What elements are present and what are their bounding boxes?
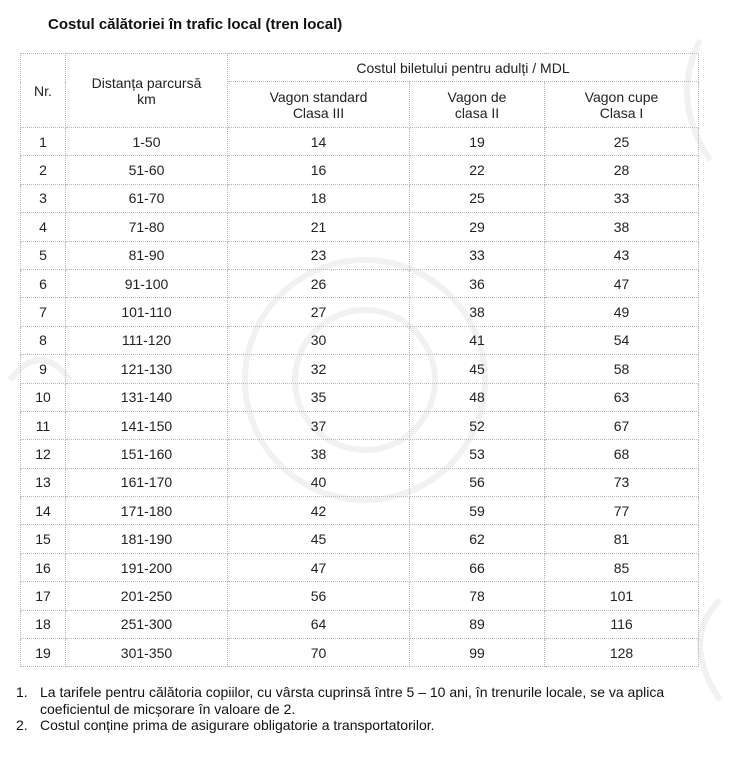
row-fare-class1: 47: [545, 269, 699, 297]
row-fare-class2: 36: [410, 269, 545, 297]
row-fare-standard: 14: [228, 128, 410, 156]
row-nr: 10: [21, 383, 66, 411]
row-nr: 7: [21, 298, 66, 326]
row-fare-class2: 22: [410, 156, 545, 184]
table-row: [21, 610, 699, 638]
footnotes: [16, 684, 728, 734]
table-row: [21, 383, 699, 411]
table-row: [21, 213, 699, 241]
row-distance: 191-200: [66, 553, 228, 581]
table-row: [21, 411, 699, 439]
row-distance: 101-110: [66, 298, 228, 326]
row-distance: 61-70: [66, 184, 228, 212]
row-fare-class1: 28: [545, 156, 699, 184]
row-fare-standard: 16: [228, 156, 410, 184]
row-distance: 51-60: [66, 156, 228, 184]
row-nr: 19: [21, 639, 66, 667]
row-nr: 6: [21, 269, 66, 297]
fare-table: [20, 53, 699, 667]
row-fare-standard: 21: [228, 213, 410, 241]
row-fare-class2: 33: [410, 241, 545, 269]
row-nr: 3: [21, 184, 66, 212]
row-fare-class1: 58: [545, 355, 699, 383]
row-fare-class1: 128: [545, 639, 699, 667]
row-fare-class1: 25: [545, 128, 699, 156]
table-row: [21, 440, 699, 468]
row-distance: 141-150: [66, 411, 228, 439]
row-fare-class1: 67: [545, 411, 699, 439]
table-row: [21, 497, 699, 525]
row-fare-class2: 45: [410, 355, 545, 383]
row-fare-standard: 38: [228, 440, 410, 468]
row-fare-standard: 42: [228, 497, 410, 525]
fare-table-container: [20, 53, 699, 667]
table-row: [21, 241, 699, 269]
table-row: [21, 128, 699, 156]
row-fare-standard: 32: [228, 355, 410, 383]
row-fare-standard: 40: [228, 468, 410, 496]
table-row: [21, 525, 699, 553]
row-fare-standard: 56: [228, 582, 410, 610]
page-title: Costul călătoriei în trafic local (tren local): [48, 16, 343, 33]
row-nr: 18: [21, 610, 66, 638]
row-distance: 91-100: [66, 269, 228, 297]
row-fare-class2: 53: [410, 440, 545, 468]
footnote-2: 2. Costul conține prima de asigurare obligatorie a transportatorilor.: [16, 717, 435, 733]
row-distance: 201-250: [66, 582, 228, 610]
row-fare-class1: 73: [545, 468, 699, 496]
row-fare-class1: 85: [545, 553, 699, 581]
row-distance: 111-120: [66, 326, 228, 354]
row-distance: 1-50: [66, 128, 228, 156]
row-fare-class1: 54: [545, 326, 699, 354]
header-nr: Nr.: [21, 54, 66, 128]
row-fare-class2: 41: [410, 326, 545, 354]
row-fare-standard: 30: [228, 326, 410, 354]
row-fare-class1: 49: [545, 298, 699, 326]
row-fare-class2: 25: [410, 184, 545, 212]
row-fare-class1: 68: [545, 440, 699, 468]
footnote-1: 1. La tarifele pentru călătoria copiilor, cu vârsta cuprinsă între 5 – 10 ani, în trenurile locale, se va aplica coeficientul de micșorare în valoare de 2.: [16, 684, 665, 717]
row-distance: 151-160: [66, 440, 228, 468]
row-fare-class2: 29: [410, 213, 545, 241]
row-fare-standard: 35: [228, 383, 410, 411]
row-nr: 9: [21, 355, 66, 383]
row-nr: 8: [21, 326, 66, 354]
row-fare-standard: 70: [228, 639, 410, 667]
row-fare-class2: 66: [410, 553, 545, 581]
table-row: [21, 298, 699, 326]
row-distance: 301-350: [66, 639, 228, 667]
header-class2: Vagon de clasa II: [410, 82, 545, 128]
row-fare-class1: 63: [545, 383, 699, 411]
row-fare-class2: 99: [410, 639, 545, 667]
row-distance: 171-180: [66, 497, 228, 525]
row-fare-class2: 48: [410, 383, 545, 411]
row-fare-class1: 38: [545, 213, 699, 241]
row-distance: 121-130: [66, 355, 228, 383]
row-fare-class1: 81: [545, 525, 699, 553]
row-nr: 4: [21, 213, 66, 241]
row-fare-class2: 89: [410, 610, 545, 638]
row-fare-standard: 64: [228, 610, 410, 638]
row-nr: 12: [21, 440, 66, 468]
row-fare-class2: 56: [410, 468, 545, 496]
header-standard-class3: Vagon standard Clasa III: [228, 82, 410, 128]
row-fare-standard: 47: [228, 553, 410, 581]
row-fare-standard: 18: [228, 184, 410, 212]
header-cost-group: Costul biletului pentru adulți / MDL: [228, 54, 699, 82]
header-class1: Vagon cupe Clasa I: [545, 82, 699, 128]
row-fare-class1: 77: [545, 497, 699, 525]
row-fare-class2: 62: [410, 525, 545, 553]
row-nr: 16: [21, 553, 66, 581]
table-row: [21, 553, 699, 581]
row-fare-standard: 45: [228, 525, 410, 553]
header-distance: Distanța parcursă km: [66, 54, 228, 128]
row-fare-class2: 52: [410, 411, 545, 439]
row-fare-class2: 38: [410, 298, 545, 326]
table-row: [21, 184, 699, 212]
row-nr: 1: [21, 128, 66, 156]
row-distance: 181-190: [66, 525, 228, 553]
row-fare-class1: 101: [545, 582, 699, 610]
table-row: [21, 269, 699, 297]
row-fare-standard: 23: [228, 241, 410, 269]
row-distance: 161-170: [66, 468, 228, 496]
row-fare-standard: 27: [228, 298, 410, 326]
row-nr: 14: [21, 497, 66, 525]
row-distance: 251-300: [66, 610, 228, 638]
row-fare-class2: 19: [410, 128, 545, 156]
row-fare-class1: 43: [545, 241, 699, 269]
table-row: [21, 326, 699, 354]
row-nr: 5: [21, 241, 66, 269]
row-fare-class1: 116: [545, 610, 699, 638]
row-fare-class2: 78: [410, 582, 545, 610]
row-nr: 11: [21, 411, 66, 439]
row-nr: 17: [21, 582, 66, 610]
row-fare-class1: 33: [545, 184, 699, 212]
table-row: [21, 468, 699, 496]
row-fare-standard: 26: [228, 269, 410, 297]
row-fare-standard: 37: [228, 411, 410, 439]
row-nr: 13: [21, 468, 66, 496]
table-row: [21, 156, 699, 184]
row-distance: 71-80: [66, 213, 228, 241]
row-fare-class2: 59: [410, 497, 545, 525]
row-distance: 131-140: [66, 383, 228, 411]
table-row: [21, 639, 699, 667]
row-nr: 15: [21, 525, 66, 553]
row-distance: 81-90: [66, 241, 228, 269]
row-nr: 2: [21, 156, 66, 184]
table-row: [21, 355, 699, 383]
table-row: [21, 582, 699, 610]
